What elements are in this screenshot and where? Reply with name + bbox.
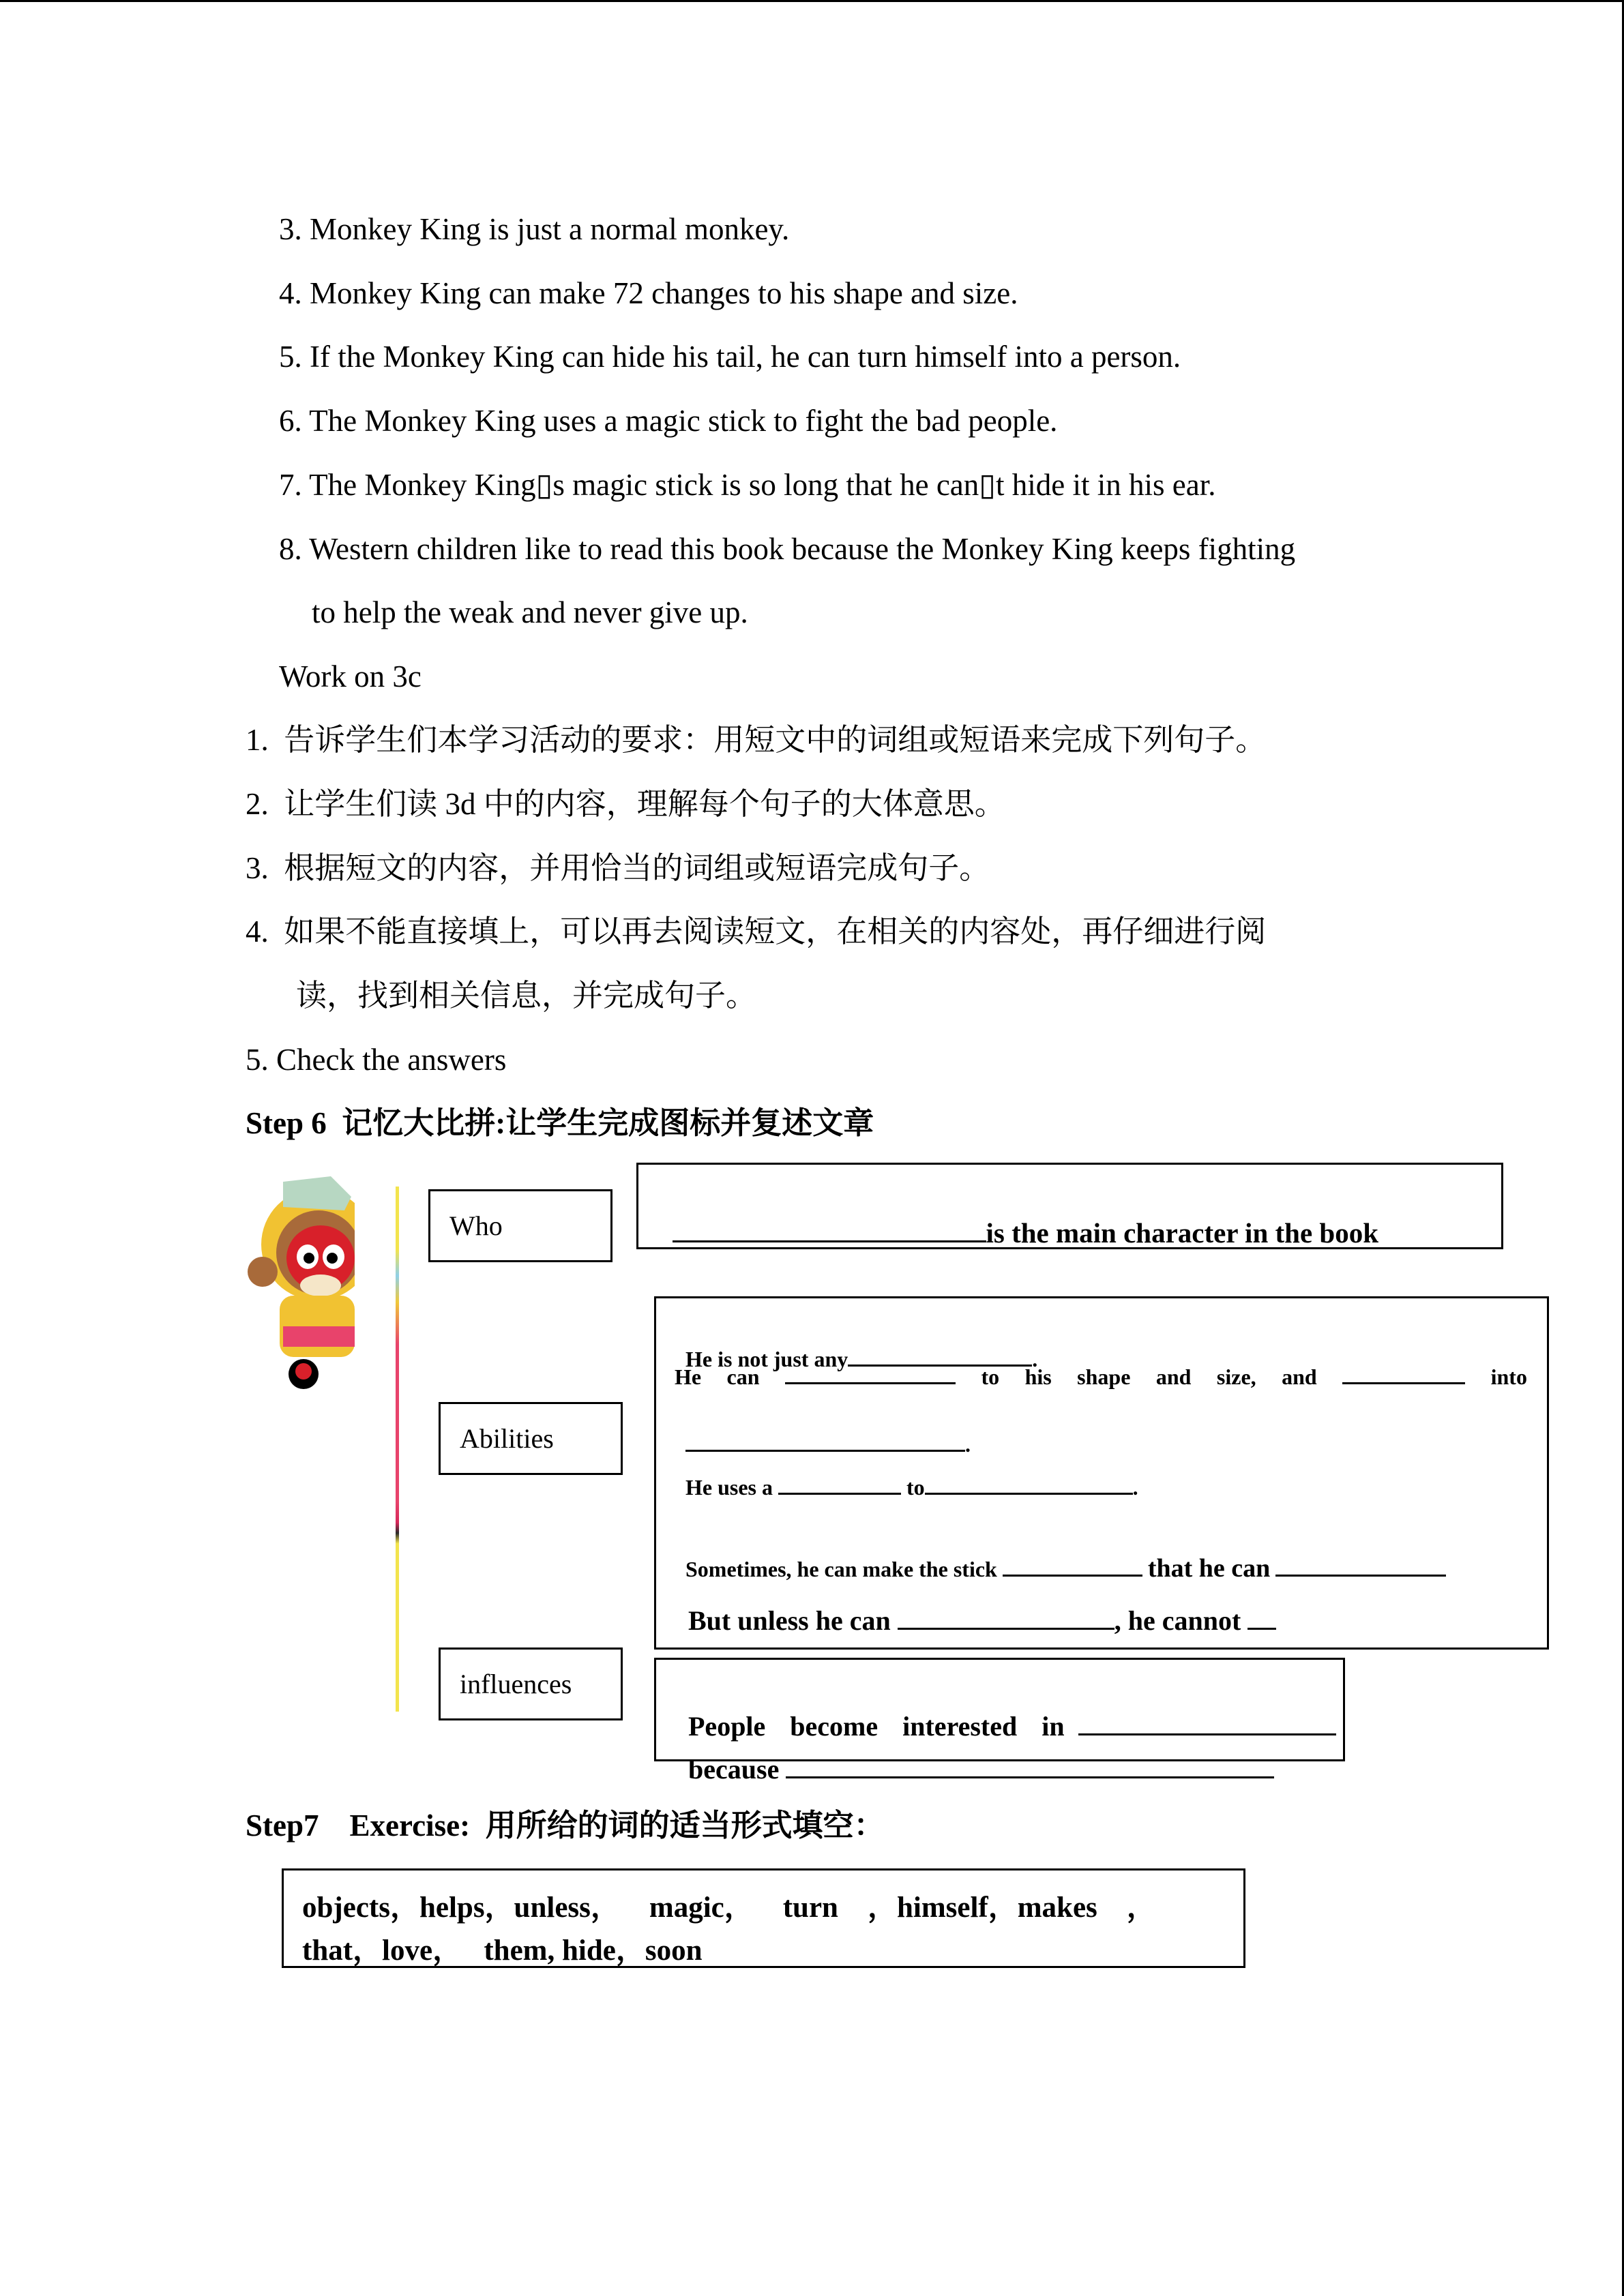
who-label xyxy=(428,1189,612,1262)
step7-heading: Step7 Exercise: 用所给的词的适当形式填空： xyxy=(246,1808,885,1843)
abilities-line-5-that: that he can xyxy=(1147,1554,1271,1583)
abilities-line-4 xyxy=(675,1446,1138,1500)
abilities-line-2 xyxy=(675,1360,1527,1390)
work-step-1: 1. 告诉学生们本学习活动的要求：用短文中的词组或短语来完成下列句子。 xyxy=(246,723,1267,757)
statement-7: 7. The Monkey King▯s magic stick is so long that he can▯t hide it in his ear. xyxy=(279,468,1216,502)
abilities-blank-6[interactable] xyxy=(925,1471,1133,1495)
abilities-line-2-into: into xyxy=(1490,1365,1527,1389)
abilities-period-1: . xyxy=(1032,1347,1038,1371)
influences-line-1-text: People become interested in xyxy=(688,1711,1065,1742)
abilities-blank-10[interactable] xyxy=(1247,1600,1276,1630)
statement-3: 3. Monkey King is just a normal monkey. xyxy=(279,212,790,246)
abilities-blank-5[interactable] xyxy=(778,1471,901,1495)
timeline-divider xyxy=(396,1187,399,1712)
page-top-border xyxy=(0,0,1624,2)
abilities-blank-3[interactable] xyxy=(1342,1360,1465,1384)
step6-heading: Step 6 记忆大比拼:让学生完成图标并复述文章 xyxy=(246,1106,874,1140)
abilities-blank-2[interactable] xyxy=(785,1360,956,1384)
abilities-blank-9[interactable] xyxy=(898,1600,1114,1630)
who-answer-line xyxy=(658,1180,1378,1249)
work-step-2: 2. 让学生们读 3d 中的内容，理解每个句子的大体意思。 xyxy=(246,787,1005,821)
abilities-line-2-can: can xyxy=(726,1365,760,1389)
who-blank[interactable] xyxy=(673,1212,986,1242)
abilities-line-5-text: Sometimes, he can make the stick xyxy=(685,1557,997,1581)
influences-line-2 xyxy=(675,1717,1274,1785)
abilities-line-2-his: his xyxy=(1024,1365,1052,1389)
word-bank-line-2: that，love， them, hide，soon xyxy=(302,1935,703,1967)
abilities-period-3: . xyxy=(1132,1475,1138,1500)
who-answer-text: is the main character in the book xyxy=(986,1217,1379,1249)
work-step-5: 5. Check the answers xyxy=(246,1043,507,1077)
work-on-3c-heading: Work on 3c xyxy=(279,659,422,694)
abilities-line-2-and: and xyxy=(1155,1365,1192,1389)
abilities-line-2-he: He xyxy=(675,1365,702,1389)
abilities-line-2-shape: shape xyxy=(1077,1365,1131,1389)
monkey-king-illustration xyxy=(242,1169,355,1395)
abilities-line-6 xyxy=(675,1568,1276,1637)
abilities-line-6-text: But unless he can xyxy=(688,1605,891,1636)
statement-8-continued: to help the weak and never give up. xyxy=(312,595,748,629)
word-bank-line-1: objects，helps，unless， magic， turn ，himself，makes ， xyxy=(302,1892,1156,1924)
statement-8: 8. Western children like to read this book because the Monkey King keeps fighting xyxy=(279,532,1296,566)
abilities-line-1-text: He is not just any xyxy=(685,1347,848,1371)
work-step-4-continued: 读，找到相关信息，并完成句子。 xyxy=(296,979,757,1013)
statement-4: 4. Monkey King can make 72 changes to his shape and size. xyxy=(279,276,1018,310)
abilities-line-2-and-2: and xyxy=(1282,1365,1317,1389)
abilities-line-4-to: to xyxy=(906,1475,925,1500)
abilities-blank-8[interactable] xyxy=(1275,1553,1446,1577)
abilities-line-2-to: to xyxy=(981,1365,1000,1389)
abilities-period-2: . xyxy=(965,1432,971,1457)
influences-line-2-text: because xyxy=(688,1754,780,1785)
who-label-text: Who xyxy=(449,1210,503,1241)
influences-label-text: influences xyxy=(460,1668,572,1699)
work-step-3: 3. 根据短文的内容，并用恰当的词组或短语完成句子。 xyxy=(246,851,990,885)
influences-blank-2[interactable] xyxy=(786,1749,1274,1778)
abilities-line-6-cannot: , he cannot xyxy=(1114,1605,1241,1636)
abilities-line-4-text: He uses a xyxy=(685,1475,773,1500)
abilities-label xyxy=(439,1402,623,1475)
work-step-4: 4. 如果不能直接填上，可以再去阅读短文，在相关的内容处，再仔细进行阅 xyxy=(246,914,1267,949)
abilities-label-text: Abilities xyxy=(460,1422,554,1454)
statement-6: 6. The Monkey King uses a magic stick to fight the bad people. xyxy=(279,404,1058,438)
abilities-line-2-size: size, xyxy=(1216,1365,1256,1389)
influences-label xyxy=(439,1648,623,1720)
statement-5: 5. If the Monkey King can hide his tail, he can turn himself into a person. xyxy=(279,340,1181,374)
